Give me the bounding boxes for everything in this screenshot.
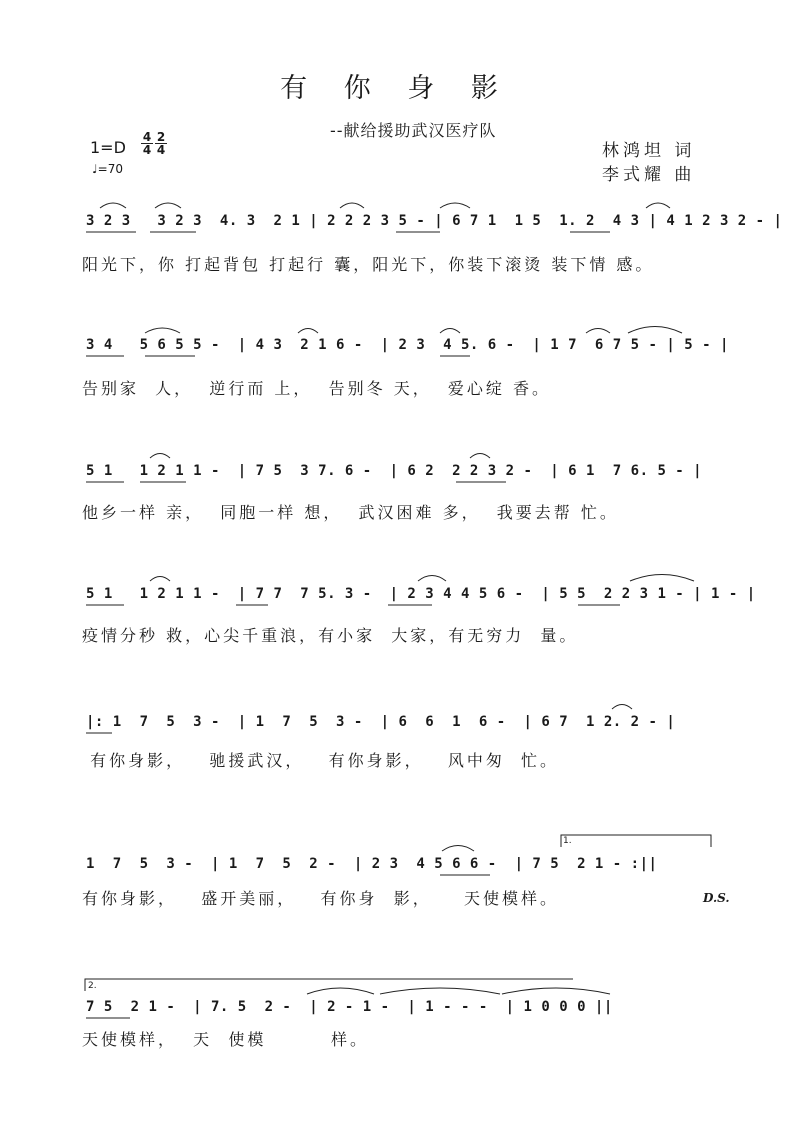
score-lyrics-line-6: 有你身影， 盛开美丽， 有你身 影， 天使模样。 — [82, 889, 560, 908]
song-subtitle: --献给援助武汉医疗队 — [330, 121, 497, 140]
score-lyrics-line-2: 告别家 人， 逆行而 上， 告别冬 天， 爱心绽 香。 — [82, 379, 551, 398]
score-lyrics-line-5: 有你身影， 驰援武汉， 有你身影， 风中匆 忙。 — [82, 751, 560, 770]
time-sig-bottom-1: 4 — [142, 143, 152, 157]
score-notes-line-3: 5 1 1 2 1 1 - | 7 5 3 7. 6 - | 6 2 2 2 3 2 - | 6 1 7 6. 5 - | — [86, 463, 703, 479]
score-notes-line-6: 1 7 5 3 - | 1 7 5 2 - | 2 3 4 5 6 6 - | 7 5 2 1 - :|| — [86, 856, 658, 872]
key-signature: 1=D — [90, 138, 126, 157]
score-notes-line-4: 5 1 1 2 1 1 - | 7 7 7 5. 3 - | 2 3 4 4 5 6 - | 5 5 2 2 3 1 - | 1 - | — [86, 586, 756, 602]
score-notes-line-5: |: 1 7 5 3 - | 1 7 5 3 - | 6 6 1 6 - | 6 7 1 2. 2 - | — [86, 714, 676, 730]
score-notes-line-7: 7 5 2 1 - | 7. 5 2 - | 2 - 1 - | 1 - - - | 1 0 0 0 || — [86, 999, 613, 1015]
song-title: 有 你 身 影 — [280, 73, 512, 104]
time-sig-top-2: 2 — [156, 130, 166, 144]
tempo-marking: ♩=70 — [92, 162, 123, 176]
ds-marking: D.S. — [703, 891, 730, 905]
composer-credit: 李式耀 曲 — [602, 165, 696, 185]
volta-1-label: 1. — [563, 836, 572, 846]
time-sig-bottom-2: 4 — [156, 143, 166, 157]
score-lyrics-line-4: 疫情分秒 救，心尖千重浪，有小家 大家，有无穷力 量。 — [82, 626, 579, 645]
score-notes-line-1: 3 2 3 3 2 3 4. 3 2 1 | 2 2 2 3 5 - | 6 7 1 1 5 1. 2 4 3 | 4 1 2 3 2 - | — [86, 213, 783, 229]
score-lyrics-line-1: 阳光下，你 打起背包 打起行 囊，阳光下，你装下滚烫 装下情 感。 — [82, 255, 655, 274]
lyricist-credit: 林鸿坦 词 — [602, 141, 696, 161]
score-lyrics-line-3: 他乡一样 亲， 同胞一样 想， 武汉困难 多， 我要去帮 忙。 — [82, 503, 619, 522]
score-notes-line-2: 3 4 5 6 5 5 - | 4 3 2 1 6 - | 2 3 4 5. 6 - | 1 7 6 7 5 - | 5 - | — [86, 337, 729, 353]
volta-2-label: 2. — [88, 981, 97, 991]
score-lyrics-line-7: 天使模样， 天 使模 样。 — [82, 1030, 370, 1049]
time-sig-top-1: 4 — [142, 130, 152, 144]
